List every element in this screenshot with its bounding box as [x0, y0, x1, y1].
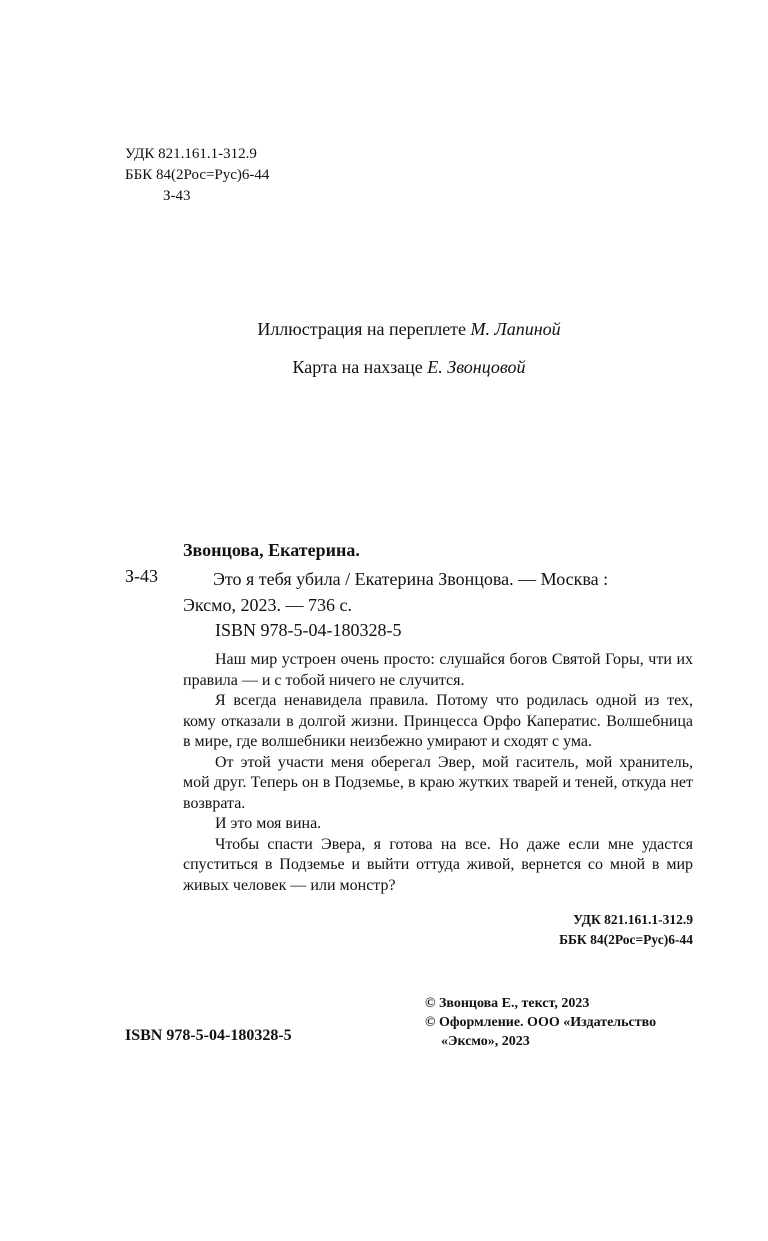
copyright-publisher: «Эксмо», 2023 — [441, 1034, 530, 1049]
bottom-udk: УДК 821.161.1-312.9 — [573, 912, 693, 927]
footer-isbn: ISBN 978-5-04-180328-5 — [125, 1027, 292, 1044]
bbk-code: ББК 84(2Рос=Рус)6-44 — [125, 167, 270, 183]
record-author: Звонцова, Екатерина. — [183, 540, 360, 560]
annotation-paragraph: Наш мир устроен очень просто: слушайся богов Святой Горы, чти их правила — и с тобой ничего не случится. — [183, 651, 693, 689]
record-title-line: Это я тебя убила / Екатерина Звонцова. — Москва : — [213, 569, 609, 589]
record-publisher-line: Эксмо, 2023. — 736 с. — [183, 595, 353, 615]
annotation-paragraph: От этой участи меня оберегал Эвер, мой гаситель, мой хранитель, мой друг. Теперь он в Подземье, в краю жутких тварей и теней, откуда нет возврата. — [183, 753, 693, 812]
map-prefix: Карта на нахзаце — [292, 357, 423, 377]
record-code: З-43 — [125, 566, 159, 586]
annotation-paragraph: Я всегда ненавидела правила. Потому что родилась одной из тех, кому отказали в долгой жизни. Принцесса Орфо Каператис. Волшебница в мире, где волшебники неизбежно умирают и сходят с ума. — [183, 692, 693, 750]
map-credit — [0, 357, 768, 378]
record-isbn: ISBN 978-5-04-180328-5 — [215, 620, 402, 640]
record-description — [183, 566, 693, 618]
classification-block — [125, 144, 269, 207]
udk-code: УДК 821.161.1-312.9 — [125, 146, 257, 162]
bottom-bbk: ББК 84(2Рос=Рус)6-44 — [559, 932, 693, 947]
copyright-design: © Оформление. ООО «Издательство — [425, 1015, 657, 1030]
bottom-classification — [559, 910, 693, 950]
annotation-paragraph: Чтобы спасти Эвера, я готова на все. Но даже если мне удастся спуститься в Подземье и выйти оттуда живой, вернется со мной в мир живых человек — или монстр? — [183, 835, 693, 894]
illustration-prefix: Иллюстрация на переплете — [257, 319, 467, 339]
author-mark: З-43 — [163, 188, 191, 204]
map-author-name: Е. Звонцовой — [427, 357, 526, 377]
annotation-paragraph: И это моя вина. — [215, 815, 322, 832]
copyright-block — [425, 994, 695, 1051]
annotation — [183, 650, 693, 896]
copyright-text: © Звонцова Е., текст, 2023 — [425, 996, 590, 1011]
illustrator-name: М. Лапиной — [470, 319, 561, 339]
illustration-credit — [0, 319, 768, 340]
